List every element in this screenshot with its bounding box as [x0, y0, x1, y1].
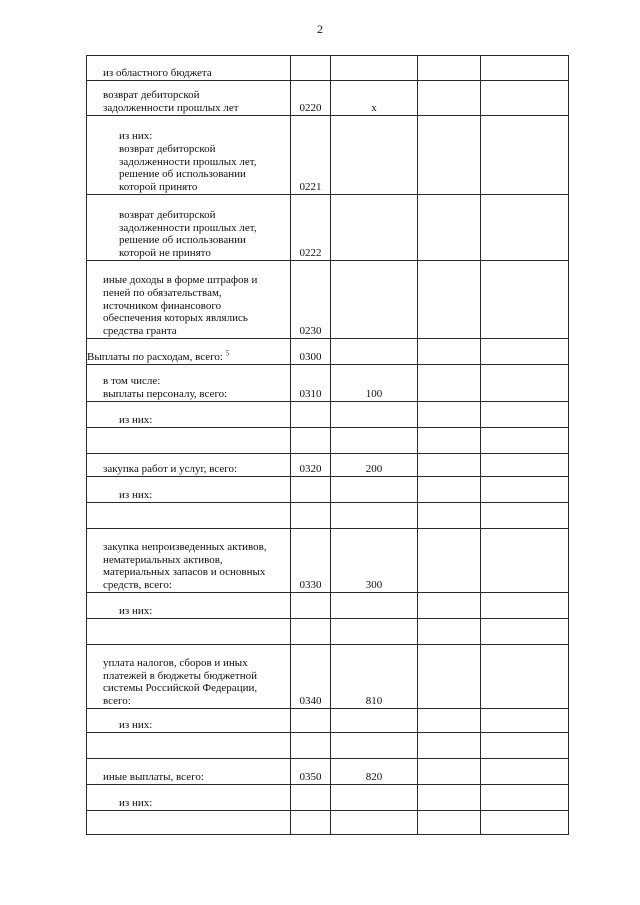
table-row [87, 759, 569, 785]
row-name [87, 365, 291, 402]
row-code: 0220 [291, 81, 331, 116]
row-cell [481, 428, 569, 454]
row-kosgu [331, 811, 418, 835]
row-code [291, 733, 331, 759]
row-cell [418, 365, 481, 402]
row-cell [418, 733, 481, 759]
row-cell [418, 529, 481, 593]
table-row [87, 365, 569, 402]
row-cell [418, 339, 481, 365]
table-row [87, 402, 569, 428]
row-kosgu [331, 56, 418, 81]
row-name-text: уплата налогов, сборов и иных платежей в бюджеты бюджетной системы Российской Федерации, всего: [103, 656, 258, 708]
table-row [87, 116, 569, 195]
row-code: 0300 [291, 339, 331, 365]
row-kosgu [331, 261, 418, 339]
row-code: 0310 [291, 365, 331, 402]
row-name-label: Выплаты по расходам, всего: [87, 351, 223, 364]
row-cell [418, 56, 481, 81]
row-code: 0221 [291, 116, 331, 195]
row-cell [481, 619, 569, 645]
row-kosgu [331, 709, 418, 733]
row-code [291, 785, 331, 811]
row-kosgu [331, 402, 418, 428]
row-kosgu [331, 195, 418, 261]
row-name-text: иные доходы в форме штрафов и пеней по обязательствам, источником финансового обеспечения которых являлись средства гранта [103, 274, 258, 338]
row-kosgu [331, 785, 418, 811]
table-row [87, 56, 569, 81]
row-kosgu [331, 339, 418, 365]
row-code [291, 811, 331, 835]
row-name-text: из областного бюджета [103, 67, 212, 80]
row-kosgu: 820 [331, 759, 418, 785]
footnote-marker: 5 [225, 349, 230, 358]
row-name [87, 477, 291, 503]
table-row [87, 454, 569, 477]
row-cell [481, 785, 569, 811]
row-kosgu: 100 [331, 365, 418, 402]
row-name-text: из них: [119, 489, 153, 502]
row-name-text: закупка непроизведенных активов, нематериальных активов, материальных запасов и основных средств, всего: [103, 540, 267, 592]
table-row [87, 261, 569, 339]
row-cell [418, 402, 481, 428]
row-name [87, 116, 291, 195]
row-code [291, 477, 331, 503]
row-kosgu: x [331, 81, 418, 116]
row-code: 0340 [291, 645, 331, 709]
table-row [87, 733, 569, 759]
row-cell [418, 116, 481, 195]
row-cell [418, 785, 481, 811]
row-kosgu: 300 [331, 529, 418, 593]
row-name-text: из них: [119, 414, 153, 427]
row-name [87, 195, 291, 261]
row-name-text: возврат дебиторской задолженности прошлых лет, решение об использовании которой не принято [119, 208, 257, 260]
row-cell [481, 811, 569, 835]
row-name-text: из них: [119, 797, 153, 810]
row-kosgu [331, 733, 418, 759]
row-cell [481, 195, 569, 261]
row-name [87, 529, 291, 593]
row-cell [418, 619, 481, 645]
row-name [87, 709, 291, 733]
row-name [87, 593, 291, 619]
row-cell [481, 261, 569, 339]
row-cell [481, 454, 569, 477]
table-row [87, 619, 569, 645]
row-code [291, 503, 331, 529]
row-kosgu [331, 619, 418, 645]
row-kosgu [331, 477, 418, 503]
table-row [87, 811, 569, 835]
row-kosgu: 200 [331, 454, 418, 477]
row-cell [418, 477, 481, 503]
row-kosgu [331, 503, 418, 529]
row-kosgu [331, 116, 418, 195]
row-name-text: из них: возврат дебиторской задолженности прошлых лет, решение об использовании которой принято [119, 130, 257, 194]
row-name [87, 785, 291, 811]
row-code: 0320 [291, 454, 331, 477]
row-cell [418, 759, 481, 785]
row-cell [418, 811, 481, 835]
budget-table [86, 55, 569, 835]
row-cell [418, 593, 481, 619]
page-number: 2 [317, 22, 323, 36]
row-name-text: закупка работ и услуг, всего: [103, 463, 238, 476]
row-name-text: возврат дебиторской задолженности прошлых лет [103, 89, 239, 115]
row-code: 0230 [291, 261, 331, 339]
table-row [87, 195, 569, 261]
table-row [87, 529, 569, 593]
row-cell [481, 593, 569, 619]
row-cell [481, 116, 569, 195]
row-name [87, 619, 291, 645]
row-code [291, 619, 331, 645]
table-row [87, 477, 569, 503]
row-cell [481, 733, 569, 759]
row-kosgu [331, 428, 418, 454]
row-name [87, 645, 291, 709]
row-cell [481, 759, 569, 785]
row-cell [418, 645, 481, 709]
row-cell [481, 645, 569, 709]
row-kosgu: 810 [331, 645, 418, 709]
row-name-text [87, 351, 290, 364]
row-cell [418, 261, 481, 339]
table-row [87, 503, 569, 529]
row-name [87, 454, 291, 477]
row-cell [481, 709, 569, 733]
table-row [87, 709, 569, 733]
row-cell [418, 454, 481, 477]
row-code [291, 428, 331, 454]
row-code [291, 593, 331, 619]
row-name-text: из них: [119, 605, 153, 618]
row-cell [418, 195, 481, 261]
row-code [291, 402, 331, 428]
row-code: 0222 [291, 195, 331, 261]
row-name [87, 56, 291, 81]
row-cell [481, 81, 569, 116]
table-row [87, 645, 569, 709]
row-cell [481, 402, 569, 428]
row-cell [481, 503, 569, 529]
row-name-text: в том числе: выплаты персоналу, всего: [103, 375, 228, 401]
row-cell [481, 529, 569, 593]
row-code: 0350 [291, 759, 331, 785]
table-row [87, 428, 569, 454]
row-cell [481, 56, 569, 81]
row-name [87, 339, 291, 365]
row-name [87, 428, 291, 454]
row-cell [418, 81, 481, 116]
table-row [87, 81, 569, 116]
row-cell [481, 339, 569, 365]
row-kosgu [331, 593, 418, 619]
row-name [87, 733, 291, 759]
row-cell [481, 477, 569, 503]
row-cell [418, 428, 481, 454]
row-name [87, 261, 291, 339]
table-row [87, 785, 569, 811]
row-code [291, 709, 331, 733]
row-code: 0330 [291, 529, 331, 593]
row-cell [418, 503, 481, 529]
row-name [87, 811, 291, 835]
table-row [87, 593, 569, 619]
row-cell [418, 709, 481, 733]
table-row [87, 339, 569, 365]
row-name-text: иные выплаты, всего: [103, 771, 204, 784]
row-code [291, 56, 331, 81]
row-name [87, 81, 291, 116]
row-name [87, 503, 291, 529]
row-name-text: из них: [119, 719, 153, 732]
row-name [87, 402, 291, 428]
row-name [87, 759, 291, 785]
row-cell [481, 365, 569, 402]
